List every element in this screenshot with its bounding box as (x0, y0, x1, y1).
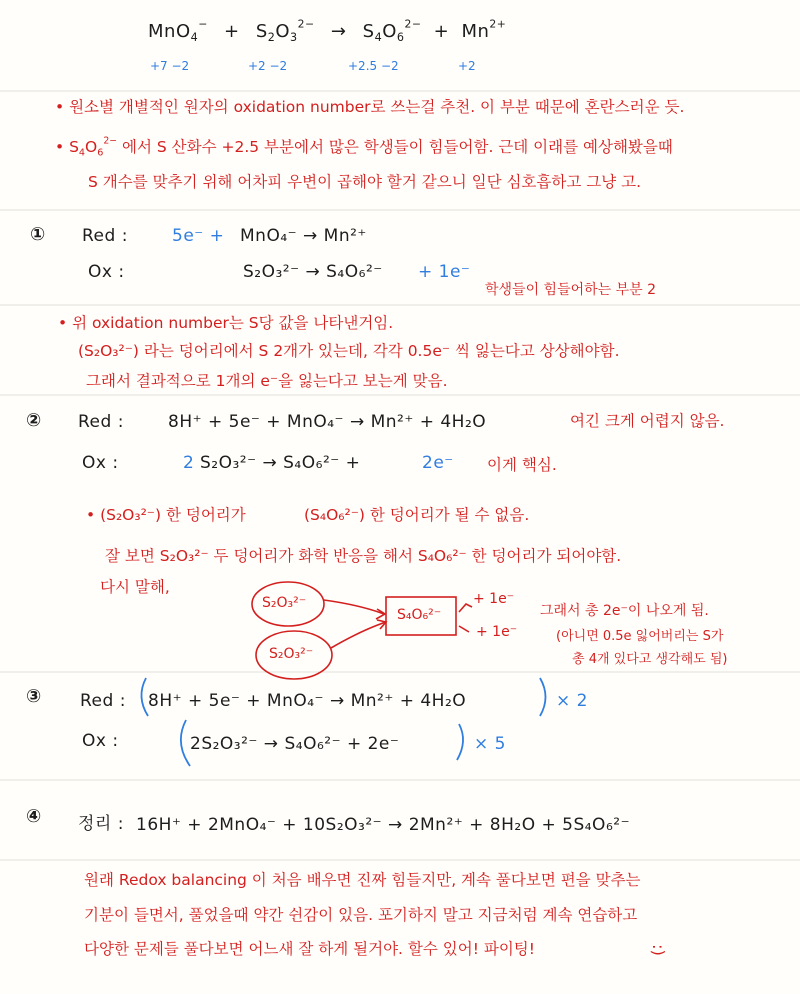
step-1-red-electrons: 5e⁻ + (172, 226, 225, 246)
step-4-final-equation: 16H⁺ + 2MnO₄⁻ + 10S₂O₃²⁻ → 2Mn²⁺ + 8H₂O + 5S₄O₆²⁻ (136, 815, 631, 835)
step-2-red-label: Red : (78, 412, 124, 432)
diagram-electron-1: + 1e⁻ (473, 591, 515, 607)
ox-number-mno4: +7 −2 (150, 59, 190, 73)
diagram-note-1: 그래서 총 2e⁻이 나오게 됨. (540, 603, 709, 619)
step-4-label: 정리 : (78, 814, 124, 834)
step-3-ox-label: Ox : (82, 731, 119, 751)
step-1-red-label: Red : (82, 226, 128, 246)
step-2-ox-annotation: 이게 핵심. (487, 456, 557, 474)
step-3-number: ③ (26, 686, 42, 707)
step-1-note-1: • 위 oxidation number는 S당 값을 나타낸거임. (58, 314, 394, 332)
intro-note-2: • $S_4O_6^{2-}$ 에서 S 산화수 +2.5 부분에서 많은 학생들이 힘들어함. 근데 이래를 예상해봤을때 (55, 135, 673, 159)
step-2-ox-electrons: 2e⁻ (422, 453, 454, 473)
step-1-red-equation: MnO₄⁻ → Mn²⁺ (240, 226, 367, 246)
step-3-ox-multiplier: × 5 (474, 734, 506, 754)
ox-number-mn: +2 (458, 59, 476, 73)
red-bracket-open (141, 678, 148, 716)
step-2-ox-label: Ox : (82, 453, 119, 473)
step-2-red-annotation: 여긴 크게 어렵지 않음. (570, 412, 725, 430)
step-1-note-2: (S₂O₃²⁻) 라는 덩어리에서 S 2개가 있는데, 각각 0.5e⁻ 씩 잃는다고 상상해야함. (78, 342, 620, 360)
step-3-red-equation: 8H⁺ + 5e⁻ + MnO₄⁻ → Mn²⁺ + 4H₂O (148, 691, 467, 711)
intro-note-3: S 개수를 맞추기 위해 어차피 우변이 곱해야 할거 같으니 일단 심호흡하고 그냥 고. (88, 173, 642, 191)
diagram-note-2: (아니면 0.5e 잃어버리는 S가 (556, 629, 724, 644)
step-1-number: ① (30, 224, 46, 245)
step-2-note-2: 잘 보면 S₂O₃²⁻ 두 덩어리가 화학 반응을 해서 S₄O₆²⁻ 한 덩어리가 되어야함. (105, 547, 622, 565)
smiley: :) (648, 944, 668, 956)
species-tetrathionate: $S_4O_6^{2-}$ (362, 17, 422, 44)
ox-number-s4o6: +2.5 −2 (348, 59, 399, 73)
species-permanganate: MnO$_4$− (148, 17, 208, 44)
red-bracket-close (540, 678, 546, 716)
ox-bracket-open (181, 720, 190, 766)
ox-bracket-close (457, 724, 463, 760)
diagram-bottom-thiosulfate: S₂O₃²⁻ (269, 646, 314, 662)
intro-note-1: • 원소별 개별적인 원자의 oxidation number로 쓰는걸 추천. 이 부분 때문에 혼란스러운 듯. (55, 98, 685, 116)
ox-number-s2o3: +2 −2 (248, 59, 288, 73)
step-2-ox-equation: S₂O₃²⁻ → S₄O₆²⁻ + (200, 453, 361, 473)
step-2-ox-coefficient: 2 (183, 453, 195, 473)
step-3-ox-equation: 2S₂O₃²⁻ → S₄O₆²⁻ + 2e⁻ (190, 734, 400, 754)
step-1-note-3: 그래서 결과적으로 1개의 e⁻을 잃는다고 보는게 맞음. (86, 372, 448, 390)
closing-line-1: 원래 Redox balancing 이 처음 배우면 진짜 힘들지만, 계속 풀다보면 편을 맞추는 (84, 871, 641, 889)
step-3-red-multiplier: × 2 (556, 691, 588, 711)
step-2-note-1a: • (S₂O₃²⁻) 한 덩어리가 (86, 506, 246, 524)
step-1-ox-label: Ox : (88, 262, 125, 282)
header-equation: $MnO_4^- + S_2O_3^{2-} \to S_4O_6^{2-} + Mn^{2+}$ (148, 17, 507, 44)
diagram-product-tetrathionate: S₄O₆²⁻ (397, 607, 442, 623)
step-3-red-label: Red : (80, 691, 126, 711)
closing-line-3: 다양한 문제들 풀다보면 어느새 잘 하게 될거야. 할수 있어! 파이팅! (84, 940, 535, 958)
step-1-ox-equation: S₂O₃²⁻ → S₄O₆²⁻ (243, 262, 383, 282)
closing-line-2: 기분이 들면서, 풀었을때 약간 쉰감이 있음. 포기하지 말고 지금처럼 계속 연습하고 (84, 906, 638, 924)
step-2-number: ② (26, 410, 42, 431)
species-manganese-ion: $Mn^{2+}$ (461, 17, 507, 42)
diagram-electron-2: + 1e⁻ (476, 624, 518, 640)
diagram-note-3: 총 4개 있다고 생각해도 됨) (572, 652, 728, 667)
step-1-ox-electron: + 1e⁻ (418, 262, 471, 282)
step-4-number: ④ (26, 806, 42, 827)
step-2-note-3: 다시 말해, (100, 578, 170, 596)
diagram-top-thiosulfate: S₂O₃²⁻ (262, 595, 307, 611)
species-thiosulfate: $S_2O_3^{2-}$ (255, 17, 315, 44)
step-2-note-1b: (S₄O₆²⁻) 한 덩어리가 될 수 없음. (304, 506, 530, 524)
step-2-red-equation: 8H⁺ + 5e⁻ + MnO₄⁻ → Mn²⁺ + 4H₂O (168, 412, 487, 432)
step-1-ox-annotation: 학생들이 힘들어하는 부분 2 (485, 282, 657, 298)
